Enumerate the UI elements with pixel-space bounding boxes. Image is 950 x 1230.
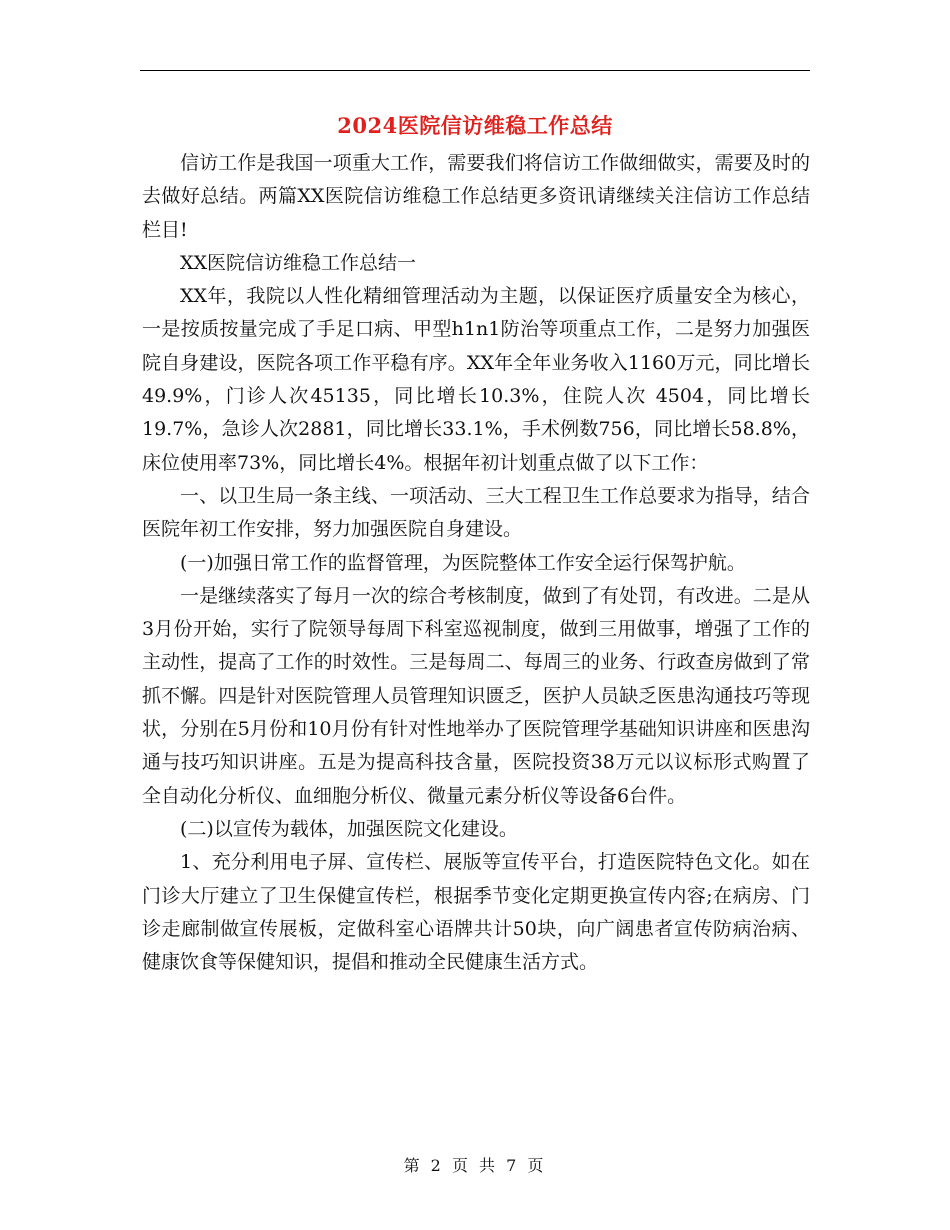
page-footer: 第 2 页 共 7 页 (403, 1156, 547, 1175)
paragraph-subsection-1: (一)加强日常工作的监督管理，为医院整体工作安全运行保驾护航。 (180, 551, 746, 574)
document-title: 2024医院信访维稳工作总结 (337, 113, 613, 138)
paragraph-measures: 一是继续落实了每月一次的综合考核制度，做到了有处罚，有改进。二是从3月份开始，实行了院领导每周下科室巡视制度，做到三用做事，增强了工作的主动性，提高了工作的时效性。三是每周二、每周三的业务、行政查房做到了常抓不懈。四是针对医院管理人员管理知识匮乏，医护人员缺乏医患沟通技巧等现状，分别在5月份和10月份有针对性地举办了医院管理学基础知识讲座和医患沟通与技巧知识讲座。五是为提高科技含量，医院投资38万元以议标形式购置了全自动化分析仪、血细胞分析仪、微量元素分析仪等设备6台件。 (142, 584, 810, 807)
paragraph-section-1: 一、以卫生局一条主线、一项活动、三大工程卫生工作总要求为指导，结合医院年初工作安排，努力加强医院自身建设。 (142, 484, 810, 541)
paragraph-intro: 信访工作是我国一项重大工作，需要我们将信访工作做细做实，需要及时的去做好总结。两篇XX医院信访维稳工作总结更多资讯请继续关注信访工作总结栏目! (142, 152, 810, 241)
paragraph-publicity: 1、充分利用电子屏、宣传栏、展版等宣传平台，打造医院特色文化。如在门诊大厅建立了卫生保健宣传栏，根据季节变化定期更换宣传内容;在病房、门诊走廊制做宣传展板，定做科室心语牌共计50块，向广阔患者宣传防病治病、健康饮食等保健知识，提倡和推动全民健康生活方式。 (142, 851, 810, 974)
paragraph-subsection-2: (二)以宣传为载体，加强医院文化建设。 (180, 817, 518, 840)
paragraph-subtitle: XX医院信访维稳工作总结一 (180, 251, 417, 274)
paragraph-overview: XX年，我院以人性化精细管理活动为主题，以保证医疗质量安全为核心，一是按质按量完成了手足口病、甲型h1n1防治等项重点工作，二是努力加强医院自身建设，医院各项工作平稳有序。XX年全年业务收入1160万元，同比增长49.9%，门诊人次45135，同比增长10.3%，住院人次 4504，同比增长19.7%，急诊人次2881，同比增长33.1%，手术例数756，同比增长58.8%，床位使用率73%，同比增长4%。根据年初计划重点做了以下工作： (142, 285, 810, 474)
document-body (142, 147, 810, 979)
header-rule (140, 70, 810, 71)
